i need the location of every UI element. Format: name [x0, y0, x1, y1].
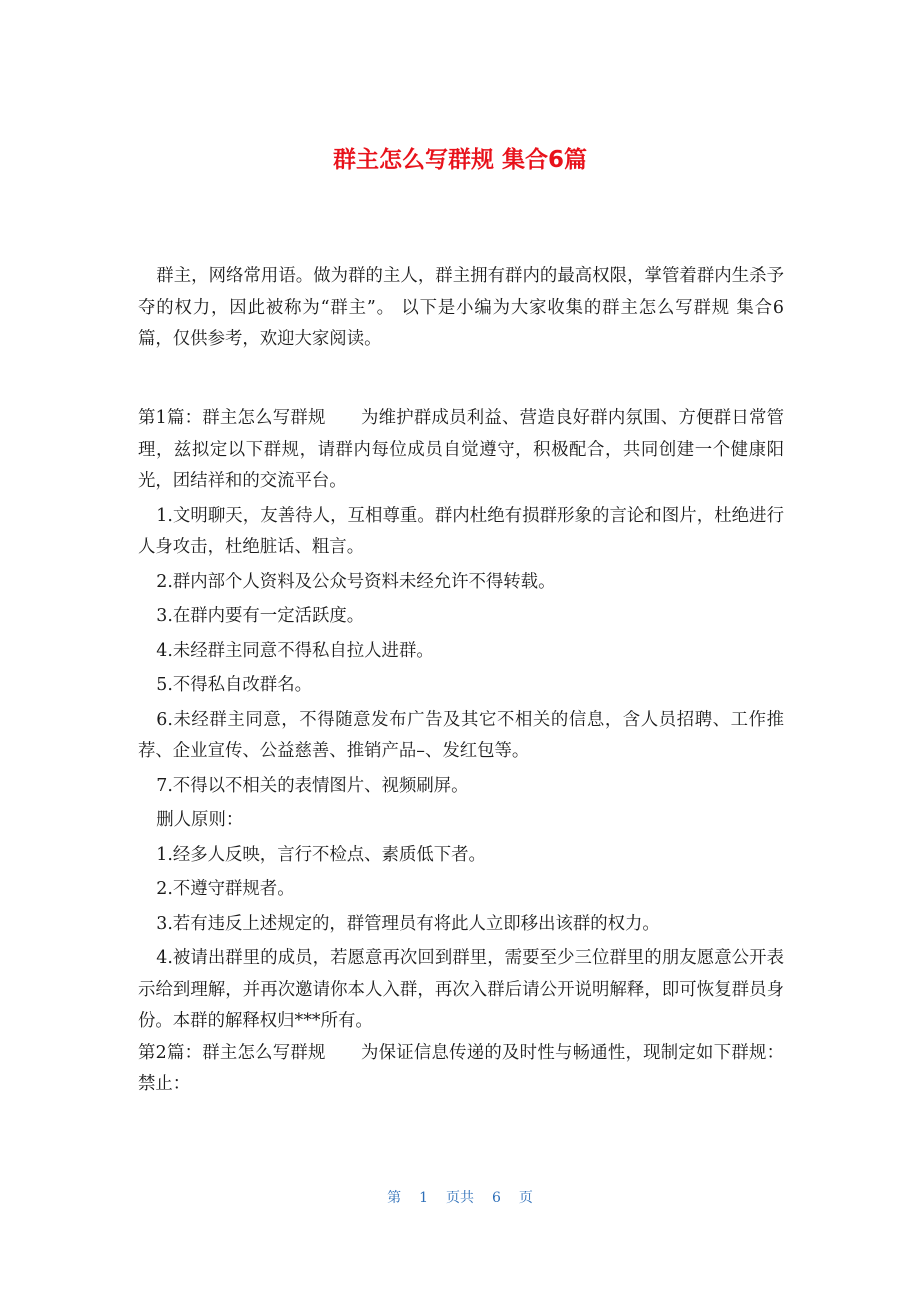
rule-item: 2.群内部个人资料及公众号资料未经允许不得转载。	[156, 571, 556, 592]
article-body	[138, 403, 784, 1101]
intro-block	[138, 261, 784, 356]
removal-rule-item: 1.经多人反映，言行不检点、素质低下者。	[156, 844, 486, 865]
rule-item: 5.不得私自改群名。	[156, 675, 312, 695]
rule-item: 7.不得以不相关的表情图片、视频刷屏。	[156, 775, 469, 796]
rule-item: 4.未经群主同意不得私自拉人进群。	[156, 640, 434, 661]
footer-prefix: 第	[387, 1190, 402, 1206]
footer-page-number: 1	[419, 1190, 428, 1206]
page-title: 群主怎么写群规 集合6篇	[332, 147, 587, 173]
section-1-heading: 第1篇：群主怎么写群规 为维护群成员利益、营造良好群内氛围、方便群日常管理，兹拟定以下群规，请群内每位成员自觉遵守，积极配合，共同创建一个健康阳光，团结祥和的交流平台。	[138, 408, 784, 491]
page-footer	[0, 1187, 920, 1207]
removal-rule-item: 2.不遵守群规者。	[156, 879, 295, 899]
removal-heading: 删人原则：	[156, 810, 244, 830]
rule-item: 1.文明聊天，友善待人，互相尊重。群内杜绝有损群形象的言论和图片，杜绝进行人身攻击，杜绝脏话、粗言。	[138, 505, 784, 557]
footer-total-pages: 6	[492, 1190, 501, 1206]
section-2-heading: 第2篇：群主怎么写群规 为保证信息传递的及时性与畅通性，现制定如下群规：禁止：	[138, 1042, 784, 1094]
rule-item: 6.未经群主同意，不得随意发布广告及其它不相关的信息，含人员招聘、工作推荐、企业宣传、公益慈善、推销产品–、发红包等。	[138, 709, 784, 761]
removal-rule-item: 3.若有违反上述规定的，群管理员有将此人立即移出该群的权力。	[156, 913, 660, 934]
removal-rule-item: 4.被请出群里的成员，若愿意再次回到群里，需要至少三位群里的朋友愿意公开表示给到理解，并再次邀请你本人入群，再次入群后请公开说明解释，即可恢复群员身份。本群的解释权归***所有。	[138, 948, 784, 1031]
footer-mid: 页共	[446, 1190, 474, 1206]
rule-item: 3.在群内要有一定活跃度。	[156, 606, 365, 626]
intro-paragraph: 群主，网络常用语。做为群的主人，群主拥有群内的最高权限，掌管着群内生杀予夺的权力，因此被称为“群主”。 以下是小编为大家收集的群主怎么写群规 集合6篇，仅供参考，欢迎大家阅读。	[138, 266, 784, 349]
footer-suffix: 页	[518, 1190, 533, 1206]
